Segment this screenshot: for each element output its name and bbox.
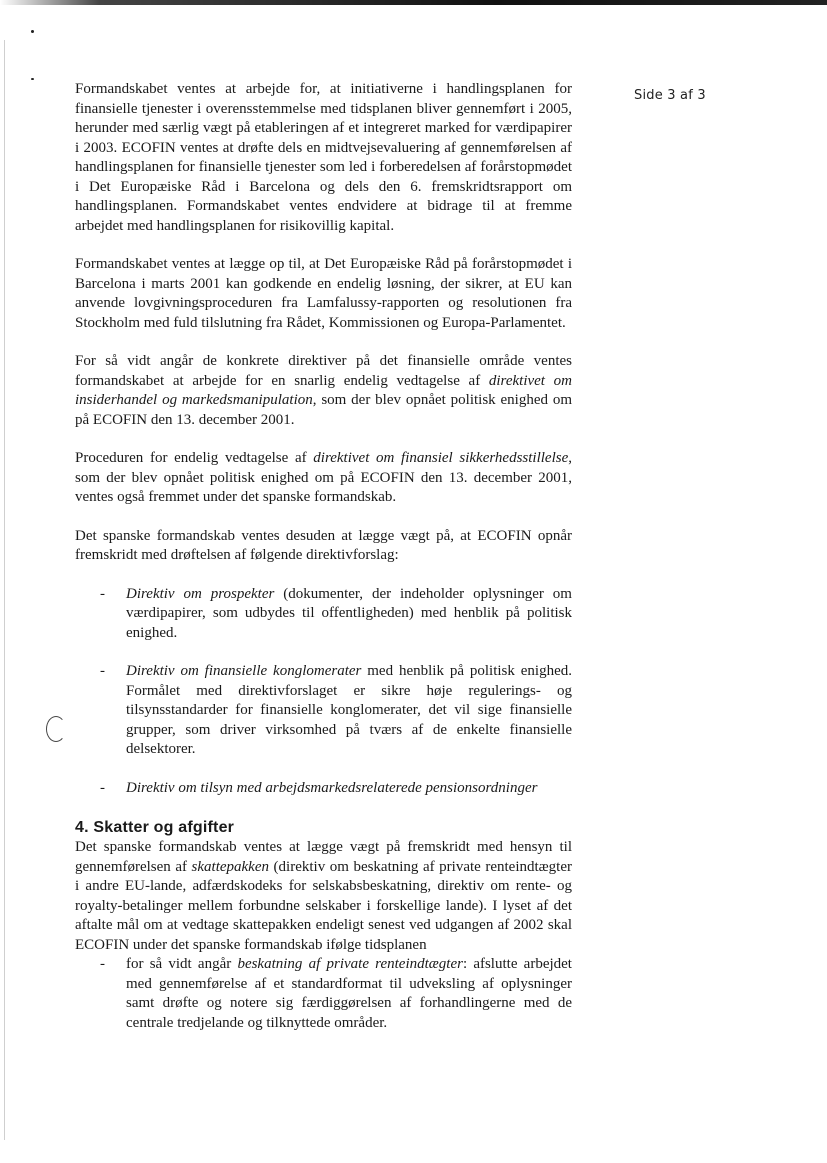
directive-title: Direktiv om tilsyn med arbejdsmarkedsrelaterede pensionsordninger	[126, 779, 538, 796]
page-number: Side 3 af 3	[634, 88, 706, 103]
list-item-text: : afslutte arbejdet med gennemførelse af et standardformat til udveksling af oplysninger samt drøfte og notere sig færdiggørelsen af forhandlingerne med de centrale tredjelande og tilknyttede områder.	[126, 956, 572, 1031]
paragraph: Formandskabet ventes at lægge op til, at Det Europæiske Råd på forårstopmødet i Barcelona i marts 2001 kan godkende en endelig løsning, der sikrer, at EU kan anvende lovgivningsproceduren fra Lamfalussy-rapporten og resolutionen fra Stockholm med fuld tilslutning fra Rådet, Kommissionen og Europa-Parlamentet.	[75, 256, 572, 331]
scan-top-rule	[0, 0, 827, 5]
paragraph	[75, 352, 572, 430]
scan-left-rule	[4, 40, 5, 1140]
list-item	[75, 779, 572, 799]
directive-list	[75, 585, 572, 799]
paragraph	[75, 838, 572, 955]
paragraph-text: For så vidt angår de konkrete direktiver på det finansielle område ventes formandskabet at arbejde for en snarlig endelig vedtagelse af	[75, 353, 572, 389]
list-item	[75, 955, 572, 1033]
scan-speck	[31, 78, 34, 80]
scan-speck	[31, 30, 34, 33]
schedule-list	[75, 955, 572, 1033]
emphasis-term: beskatning af private renteindtægter	[237, 956, 463, 972]
list-dash: -	[100, 663, 105, 679]
list-item	[75, 585, 572, 644]
paragraph	[75, 449, 572, 508]
list-dash: -	[100, 585, 105, 602]
directive-title: Direktiv om prospekter	[126, 585, 275, 602]
section-heading: 4. Skatter og afgifter	[75, 819, 235, 836]
directive-title: direktivet om insiderhandel og markedsmanipulation	[75, 372, 572, 408]
list-item	[75, 662, 572, 760]
punch-hole-mark	[46, 716, 66, 742]
paragraph-text: (direktiv om beskatning af private renteindtægter i andre EU-lande, adfærdskodeks for selskabsbeskatning, direktiv om rente- og royalty-betalinger mellem forbundne selskaber i forskellige lande). I lyset af det aftalte mål om at vedtage skattepakken endeligt senest ved udgangen af 2002 skal ECOFIN under det spanske formandskab ifølge tidsplanen	[75, 858, 572, 953]
document-body	[75, 80, 572, 1033]
list-dash: -	[100, 956, 105, 972]
list-dash: -	[100, 779, 105, 796]
paragraph-text: , som der blev opnået politisk enighed om på ECOFIN den 13. december 2001.	[75, 392, 573, 428]
paragraph-text: Proceduren for endelig vedtagelse af	[75, 450, 314, 466]
directive-title: Direktiv om finansielle konglomerater	[126, 663, 362, 679]
emphasis-term: skattepakken	[191, 858, 269, 875]
list-item-text: (dokumenter, der indeholder oplysninger om værdipapirer, som udbydes til offentligheden) med henblik på politisk enighed.	[126, 585, 572, 641]
list-item-text: med henblik på politisk enighed. Formålet med direktivforslaget er sikre høje regulerings- og tilsynsstandarder for finansielle konglomerater, det vil sige finansielle grupper, som driver virksomhed på tværs af de enkelte finansielle delsektorer.	[126, 663, 572, 757]
list-item-text: for så vidt angår	[126, 956, 238, 972]
paragraph: Formandskabet ventes at arbejde for, at initiativerne i handlingsplanen for finansielle tjenester i overensstemmelse med tidsplanen bliver gennemført i 2005, herunder med særlig vægt på etableringen af et integreret marked for værdipapirer i 2003. ECOFIN ventes at drøfte dels en midtvejsevaluering af gennemførelsen af handlingsplanen for finansielle tjenester som led i forberedelsen af forårstopmødet i Det Europæiske Råd i Barcelona og dels den 6. fremskridtsrapport om handlingsplanen. Formandskabet ventes endvidere at bidrage til at fremme arbejdet med handlingsplanen for risikovillig kapital.	[75, 81, 572, 234]
paragraph: Det spanske formandskab ventes desuden at lægge vægt på, at ECOFIN opnår fremskridt med drøftelsen af følgende direktivforslag:	[75, 527, 572, 563]
paragraph-text: , som der blev opnået politisk enighed om på ECOFIN den 13. december 2001, ventes også fremmet under det spanske formandskab.	[75, 450, 572, 505]
paragraph-text: Det spanske formandskab ventes at lægge vægt på fremskridt med hensyn til gennemførelsen af	[75, 839, 572, 875]
directive-title: direktivet om finansiel sikkerhedsstillelse	[313, 450, 569, 466]
